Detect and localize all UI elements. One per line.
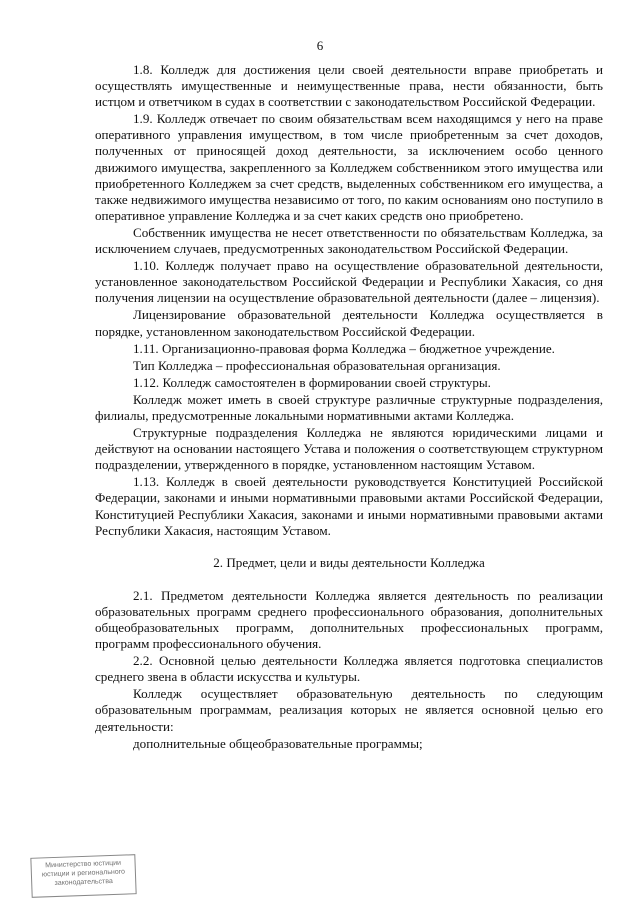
paragraph-1-9: 1.9. Колледж отвечает по своим обязательствам всем находящимся у него на праве оперативного управления имуществом, в том числе приобретенным за счет доходов, полученных от приносящей доход деятельности, за исключением особо ценного движимого имущества, закрепленного за Колледжем собственником этого имущества или приобретенного Колледжем за счет средств, выделенных собственником его имущества, а также недвижимого имущества независимо от того, по каким основаниям оно поступило в оперативное управление Колледжа и за счет каких средств оно приобретено. xyxy=(95,111,603,223)
stamp-line-2: юстиции и регионального xyxy=(41,868,126,879)
paragraph-2-1: 2.1. Предметом деятельности Колледжа является деятельность по реализации образовательных программ среднего профессионального образования, дополнительных общеобразовательных программ, дополнительных профессиональных программ, программ профессионального обучения. xyxy=(95,587,603,652)
paragraph-1-8: 1.8. Колледж для достижения цели своей деятельности вправе приобретать и осуществлять имущественные и неимущественные права, нести обязанности, быть истцом и ответчиком в судах в соответствии с законодательством Российской Федерации. xyxy=(95,62,603,110)
paragraph-2-2: 2.2. Основной целью деятельности Колледжа является подготовка специалистов среднего звена в области искусства и культуры. xyxy=(95,653,603,685)
paragraph-structure: Колледж может иметь в своей структуре различные структурные подразделения, филиалы, предусмотренные локальными нормативными актами Колледжа. xyxy=(95,391,603,423)
paragraph-additional-programs: Колледж осуществляет образовательную деятельность по следующим образовательным программам, реализация которых не является основной целью его деятельности: xyxy=(95,686,603,734)
section-heading: 2. Предмет, цели и виды деятельности Колледжа xyxy=(213,554,485,570)
paragraph-licensing: Лицензирование образовательной деятельности Колледжа осуществляется в порядке, установленном законодательством Российской Федерации. xyxy=(95,307,603,339)
list-item-general-programs: дополнительные общеобразовательные программы; xyxy=(133,735,423,751)
paragraph-1-10: 1.10. Колледж получает право на осуществление образовательной деятельности, установленное законодательством Российской Федерации и Республики Хакасия, со дня получения лицензии на осуществление образовательной деятельности (далее – лицензия). xyxy=(95,258,603,306)
paragraph-1-12: 1.12. Колледж самостоятелен в формировании своей структуры. xyxy=(133,374,491,390)
paragraph-divisions: Структурные подразделения Колледжа не являются юридическими лицами и действуют на основании настоящего Устава и положения о соответствующем структурном подразделении, утвержденного в порядке, установленном настоящим Уставом. xyxy=(95,425,603,473)
paragraph-owner-liability: Собственник имущества не несет ответственности по обязательствам Колледжа, за исключением случаев, предусмотренных законодательством Российской Федерации. xyxy=(95,224,603,257)
document-body xyxy=(95,62,603,753)
registration-stamp xyxy=(30,854,136,898)
page-number: 6 xyxy=(316,38,324,53)
stamp-line-1: Министерство юстиции xyxy=(45,859,122,870)
stamp-line-3: законодательства xyxy=(54,877,113,888)
paragraph-1-11: 1.11. Организационно-правовая форма Колледжа – бюджетное учреждение. xyxy=(133,340,555,356)
paragraph-1-13: 1.13. Колледж в своей деятельности руководствуется Конституцией Российской Федерации, законами и иными нормативными правовыми актами Российской Федерации, Конституцией Республики Хакасия, законами и иными нормативными правовыми актами Республики Хакасия, настоящим Уставом. xyxy=(95,474,603,538)
paragraph-college-type: Тип Колледжа – профессиональная образовательная организация. xyxy=(133,357,501,373)
